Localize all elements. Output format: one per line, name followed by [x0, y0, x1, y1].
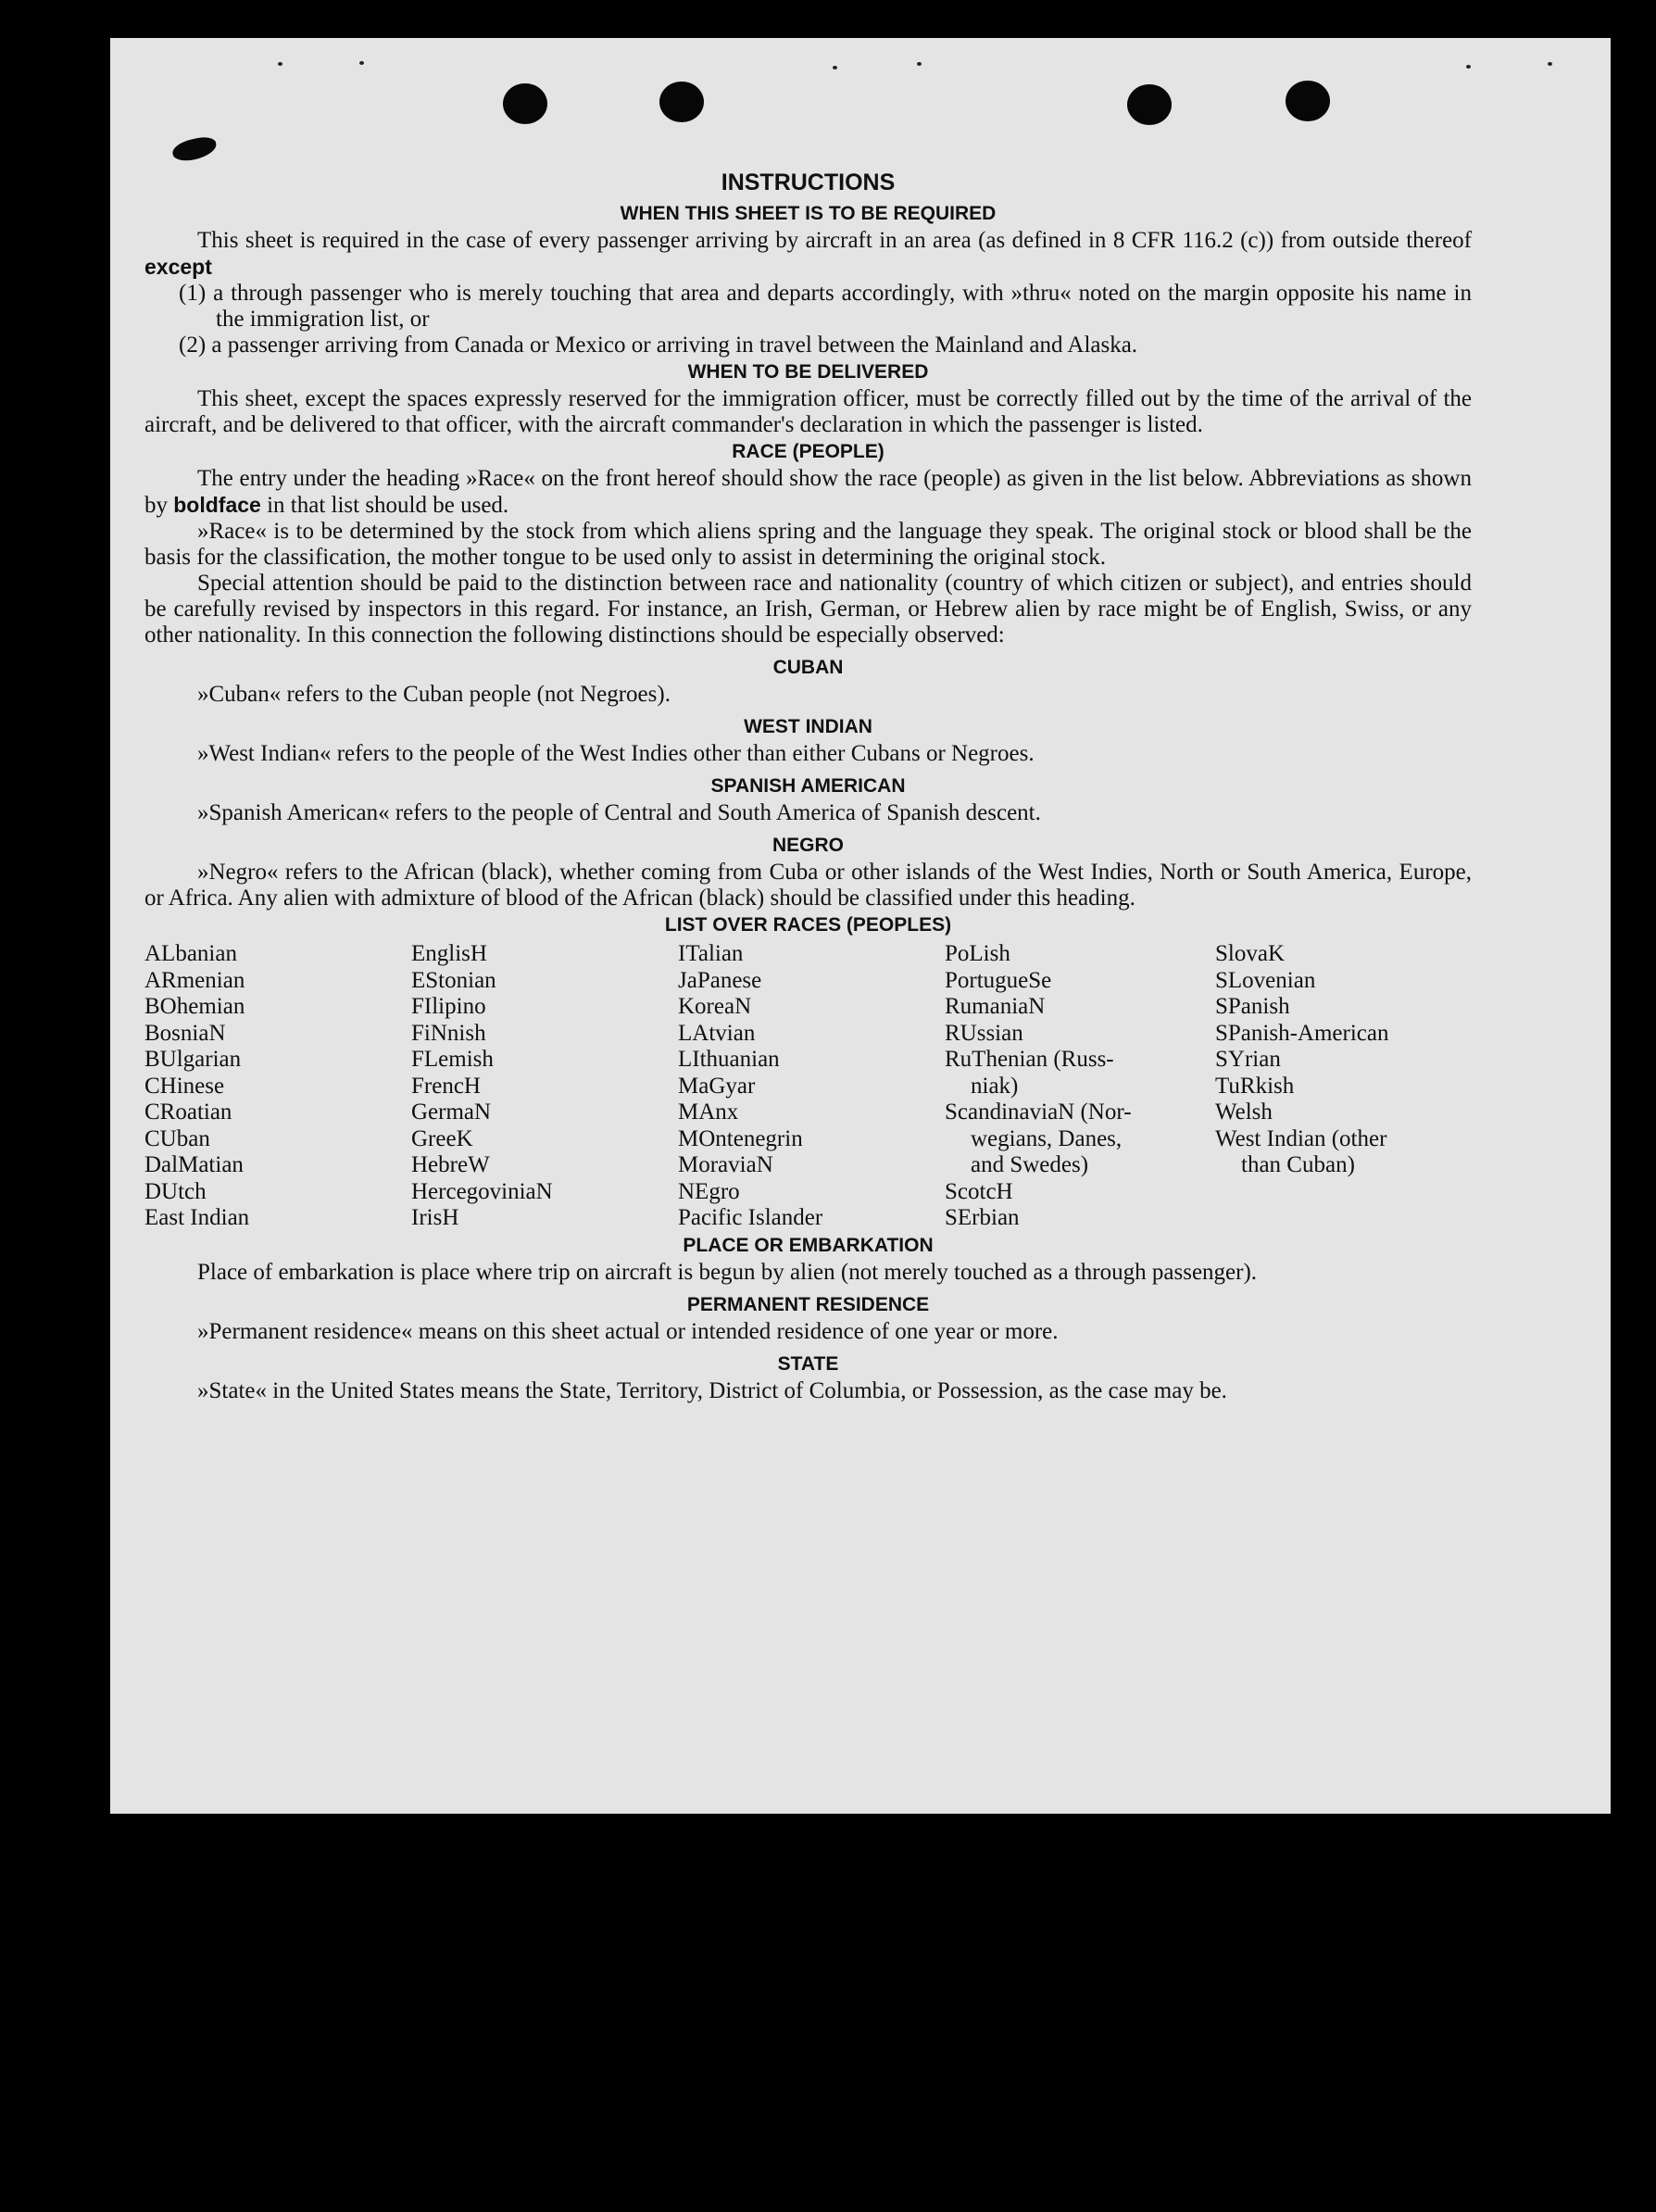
race-list-column-4 — [945, 941, 1215, 1232]
section-heading-embarkation: PLACE OR EMBARKATION — [683, 1234, 934, 1256]
list-item: RuThenian (Russ- — [945, 1047, 1114, 1072]
race-paragraph-3: Special attention should be paid to the distinction between race and nationality (country of which citizen or subject), and entries should be carefully revised by inspectors in this regard. For instance, an Irish, German, or Hebrew alien by race might be of English, Swiss, or any other nationality. In this connection the following distinctions should be especially observed: — [144, 571, 1472, 647]
list-item: LIthuanian — [678, 1047, 780, 1072]
instructions-content — [144, 165, 1472, 1404]
ink-blot — [170, 134, 219, 163]
race-list-column-1 — [144, 941, 411, 1232]
list-item: CUban — [144, 1125, 210, 1151]
race-list — [144, 941, 1472, 1232]
race-paragraph-1: The entry under the heading »Race« on the front hereof should show the race (people) as given in the list below. Abbreviations as shown by boldface in that list should be used. — [144, 466, 1472, 518]
negro-text: »Negro« refers to the African (black), whether coming from Cuba or other islands of the West Indies, North or South America, Europe, or Africa. Any alien with admixture of blood of the African (black) should be classified under this heading. — [144, 860, 1472, 911]
list-item: Welsh — [1215, 1100, 1273, 1125]
speck — [359, 61, 364, 65]
list-item: PortugueSe — [945, 967, 1052, 993]
embarkation-text: Place of embarkation is place where trip on aircraft is begun by alien (not merely touched as a through passenger). — [197, 1259, 1258, 1285]
delivered-text: This sheet, except the spaces expressly reserved for the immigration officer, must be correctly filled out by the time of the arrival of the aircraft, and be delivered to that officer, with the aircraft commander's declaration in which the passenger is listed. — [144, 386, 1472, 437]
section-heading-west-indian: WEST INDIAN — [744, 716, 872, 737]
list-item: EnglisH — [411, 941, 487, 966]
list-item: FrencH — [411, 1073, 481, 1099]
speck — [1466, 65, 1471, 69]
list-item: JaPanese — [678, 967, 762, 993]
residence-text: »Permanent residence« means on this sheet actual or intended residence of one year or more. — [197, 1318, 1059, 1344]
list-item: East Indian — [144, 1205, 250, 1230]
section-heading-state: STATE — [777, 1352, 839, 1375]
list-item: wegians, Danes, — [971, 1125, 1123, 1151]
cuban-text: »Cuban« refers to the Cuban people (not Negroes). — [197, 682, 671, 707]
list-item: TuRkish — [1215, 1073, 1295, 1099]
list-item: KoreaN — [678, 994, 752, 1019]
race-list-column-3 — [678, 941, 945, 1232]
list-item: GermaN — [411, 1100, 492, 1125]
punch-hole — [503, 83, 547, 124]
list-item: niak) — [971, 1073, 1019, 1099]
list-item: West Indian (other — [1215, 1125, 1387, 1151]
list-item: BosniaN — [144, 1020, 226, 1046]
list-item: FiNnish — [411, 1020, 486, 1046]
list-item: DalMatian — [144, 1152, 244, 1177]
list-item: HebreW — [411, 1152, 490, 1177]
page-title: INSTRUCTIONS — [721, 170, 896, 195]
list-item: SLovenian — [1215, 967, 1316, 993]
spanish-american-text: »Spanish American« refers to the people of Central and South America of Spanish descent. — [197, 800, 1041, 825]
list-item: and Swedes) — [971, 1152, 1089, 1177]
state-text: »State« in the United States means the State, Territory, District of Columbia, or Possession, as the case may be. — [197, 1377, 1227, 1403]
punch-hole — [1127, 84, 1172, 125]
list-item: ScotcH — [945, 1178, 1013, 1204]
west-indian-text: »West Indian« refers to the people of the West Indies other than either Cubans or Negroes. — [197, 741, 1035, 766]
document-page — [110, 38, 1611, 1814]
list-item: ARmenian — [144, 967, 245, 993]
list-item: MAnx — [678, 1100, 739, 1125]
speck — [1548, 62, 1552, 66]
section-heading-race: RACE (PEOPLE) — [732, 441, 884, 462]
race-paragraph-2: »Race« is to be determined by the stock from which aliens spring and the language they speak. The original stock or blood shall be the basis for the classification, the mother tongue to be used only to assist in determining the original stock. — [144, 519, 1472, 570]
punch-hole — [659, 82, 704, 122]
required-item-1: (1) a through passenger who is merely touching that area and departs accordingly, with »thru« noted on the margin opposite his name in the immigration list, or — [179, 281, 1472, 332]
list-item: FIlipino — [411, 994, 486, 1019]
list-item: RumaniaN — [945, 994, 1046, 1019]
list-item: ScandinaviaN (Nor- — [945, 1100, 1132, 1125]
required-intro: This sheet is required in the case of every passenger arriving by aircraft in an area (as defined in 8 CFR 116.2 (c)) from outside thereof except — [144, 228, 1472, 279]
race-list-column-2 — [411, 941, 678, 1232]
section-heading-race-list: LIST OVER RACES (PEOPLES) — [664, 914, 952, 936]
speck — [833, 66, 837, 69]
list-item: HercegoviniaN — [411, 1178, 553, 1204]
list-item: LAtvian — [678, 1020, 756, 1046]
punch-hole — [1286, 81, 1330, 121]
list-item: NEgro — [678, 1178, 740, 1204]
section-heading-required: WHEN THIS SHEET IS TO BE REQUIRED — [620, 203, 997, 224]
list-item: Pacific Islander — [678, 1205, 823, 1230]
race-list-column-5 — [1215, 941, 1474, 1232]
list-item: SPanish-American — [1215, 1020, 1389, 1046]
list-item: MaGyar — [678, 1073, 756, 1099]
list-item: BUlgarian — [144, 1047, 242, 1072]
required-item-2: (2) a passenger arriving from Canada or Mexico or arriving in travel between the Mainland and Alaska. — [179, 333, 1138, 358]
section-heading-negro: NEGRO — [772, 835, 844, 856]
speck — [278, 62, 282, 66]
list-item: RUssian — [945, 1020, 1023, 1046]
list-item: PoLish — [945, 941, 1010, 966]
list-item: IrisH — [411, 1205, 459, 1230]
list-item: EStonian — [411, 967, 496, 993]
list-item: FLemish — [411, 1047, 494, 1072]
list-item: SErbian — [945, 1205, 1020, 1230]
list-item: ITalian — [678, 941, 744, 966]
list-item: BOhemian — [144, 994, 245, 1019]
list-item: SPanish — [1215, 994, 1290, 1019]
list-item: MoraviaN — [678, 1152, 773, 1177]
section-heading-cuban: CUBAN — [772, 657, 844, 678]
list-item: CHinese — [144, 1073, 225, 1099]
list-item: ALbanian — [144, 941, 237, 966]
list-item: MOntenegrin — [678, 1125, 803, 1151]
list-item: than Cuban) — [1241, 1152, 1355, 1177]
section-heading-delivered: WHEN TO BE DELIVERED — [687, 361, 929, 383]
list-item: DUtch — [144, 1178, 207, 1204]
speck — [917, 62, 922, 66]
section-heading-spanish-american: SPANISH AMERICAN — [710, 775, 906, 797]
section-heading-residence: PERMANENT RESIDENCE — [686, 1293, 930, 1315]
list-item: SlovaK — [1215, 941, 1285, 966]
list-item: CRoatian — [144, 1100, 232, 1125]
list-item: SYrian — [1215, 1047, 1281, 1072]
list-item: GreeK — [411, 1125, 473, 1151]
